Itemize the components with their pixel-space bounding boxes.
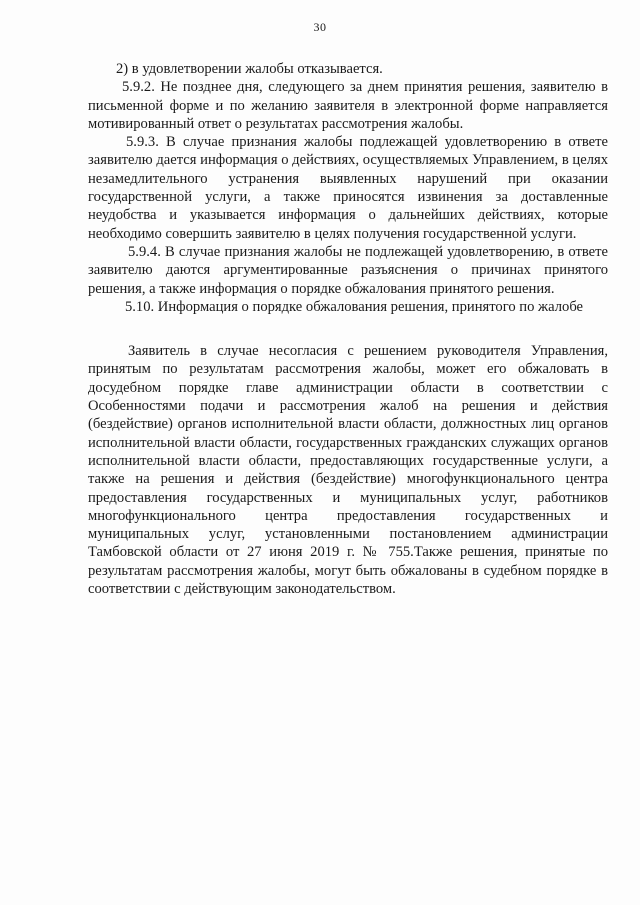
page-number: 30 <box>313 20 327 34</box>
paragraph-5-9-3: 5.9.3. В случае признания жалобы подлежащей удовлетворению в ответе заявителю дается информация о действиях, осуществляемых Управлением, в целях незамедлительного устранения выявленных нарушений при оказании государственной услуги, а также приносятся извинения за доставленные неудобства и указывается информация о дальнейших действиях, которые необходимо совершить заявителю в целях получения государственной услуги. <box>88 134 608 242</box>
paragraph-refusal: 2) в удовлетворении жалобы отказывается. <box>116 61 383 77</box>
paragraph-5-9-4: 5.9.4. В случае признания жалобы не подлежащей удовлетворению, в ответе заявителю даются аргументированные разъяснения о причинах принятого решения, а также информация о порядке обжалования принятого решения. <box>88 243 608 297</box>
document-body <box>88 60 608 598</box>
paragraph-5-9-2: 5.9.2. Не позднее дня, следующего за днем принятия решения, заявителю в письменной форме и по желанию заявителя в электронной форме направляется мотивированный ответ о результатах рассмотрения жалобы. <box>88 79 608 132</box>
section-heading-5-10: 5.10. Информация о порядке обжалования решения, принятого по жалобе <box>124 298 584 315</box>
paragraph-appeal-procedure: Заявитель в случае несогласия с решением руководителя Управления, принятым по результатам рассмотрения жалобы, может его обжаловать в досудебном порядке главе администрации области в соответствии с Особенностями подачи и рассмотрения жалоб на решения и действия (бездействие) органов исполнительной власти области, должностных лиц органов исполнительной власти области, государственных гражданских служащих органов исполнительной власти области, предоставляющих государственные услуги, а также на решения и действия (бездействие) многофункционального центра предоставления государственных и муниципальных услуг, работников многофункционального центра предоставления государственных и муниципальных услуг, установленными постановлением администрации Тамбовской области от 27 июня 2019 г. № 755.Также решения, принятые по результатам рассмотрения жалобы, могут быть обжалованы в судебном порядке в соответствии с действующим законодательством. <box>88 343 608 598</box>
